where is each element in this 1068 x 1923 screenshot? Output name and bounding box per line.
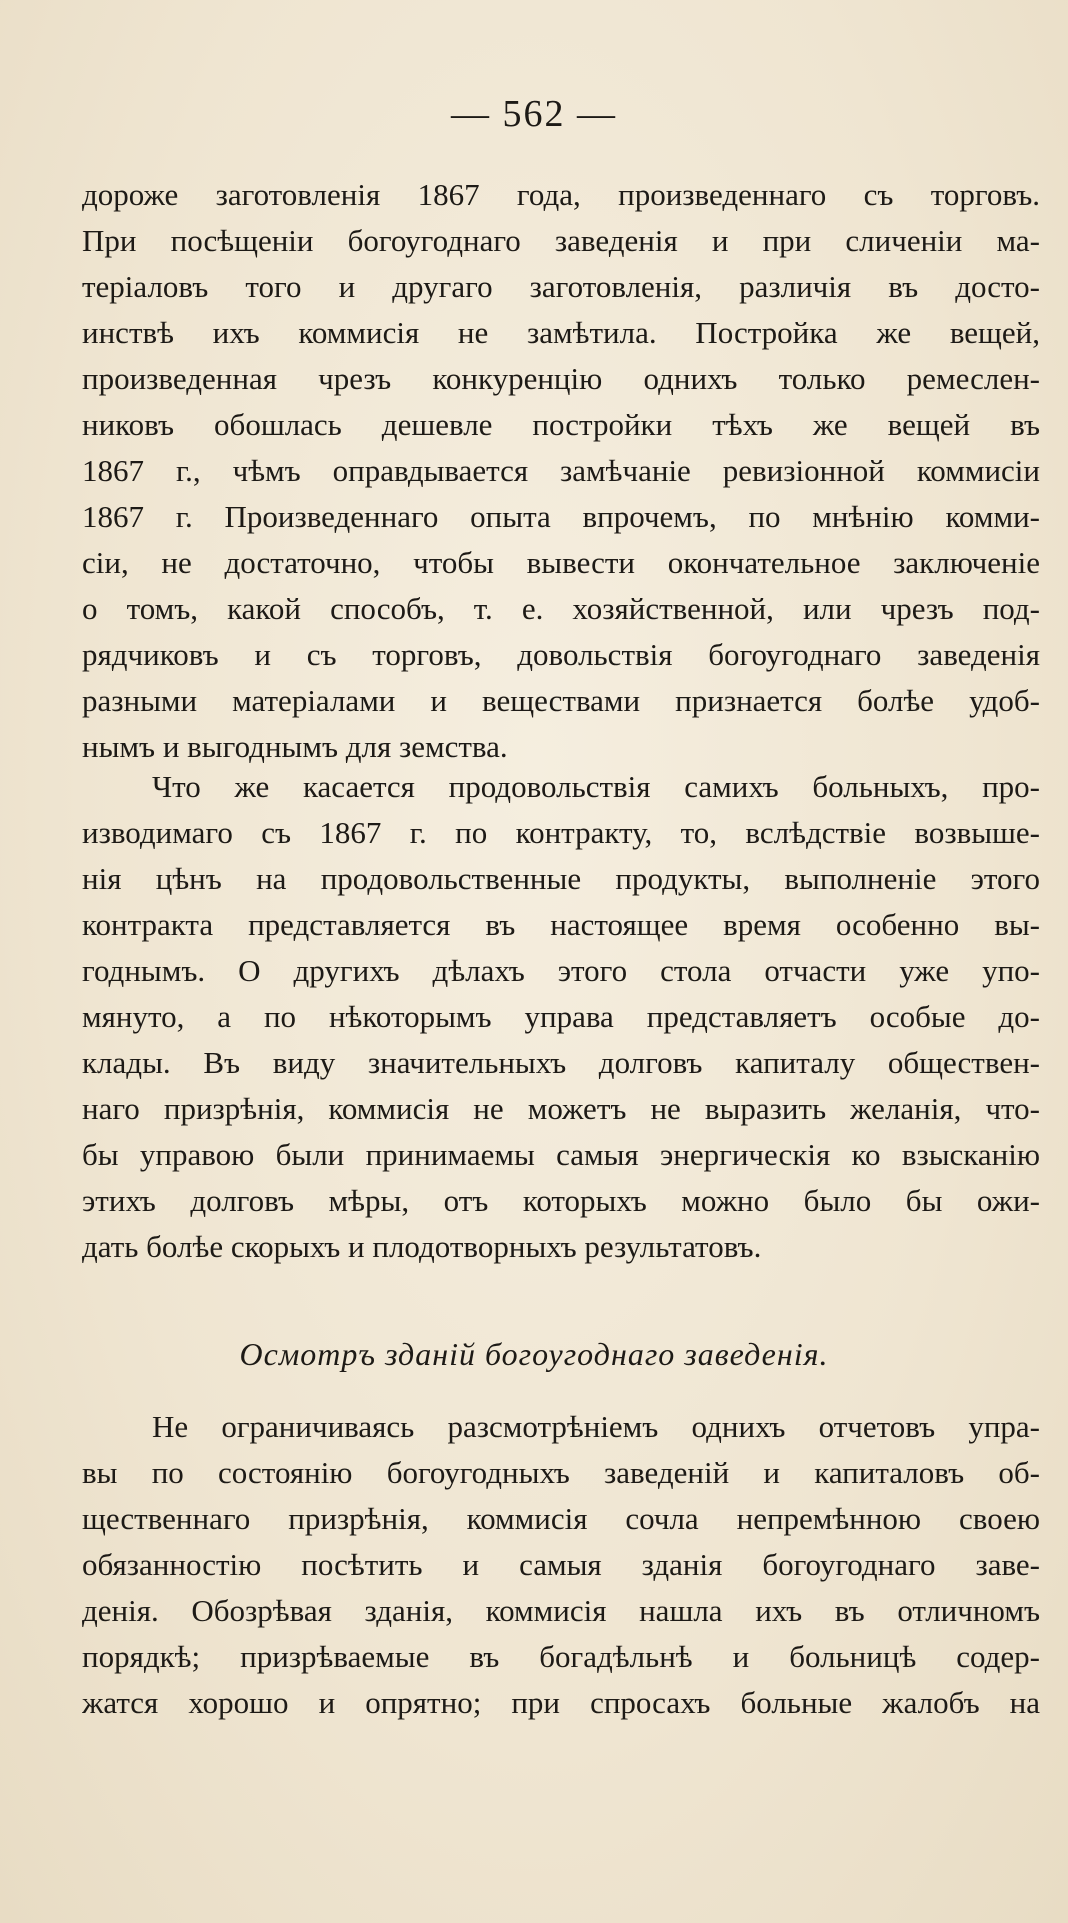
text-line: разными матеріалами и веществами признается болѣе удоб- xyxy=(82,683,1040,718)
text-line: 1867 г. Произведеннаго опыта впрочемъ, по мнѣнію комми- xyxy=(82,499,1040,534)
text-line: порядкѣ; призрѣваемые въ богадѣльнѣ и больницѣ содер- xyxy=(82,1639,1040,1674)
text-line: рядчиковъ и съ торговъ, довольствія богоугоднаго заведенія xyxy=(82,637,1040,672)
text-line: теріаловъ того и другаго заготовленія, различія въ досто- xyxy=(82,269,1040,304)
text-line: При посѣщеніи богоугоднаго заведенія и при сличеніи ма- xyxy=(82,223,1040,258)
text-line: 1867 г., чѣмъ оправдывается замѣчаніе ревизіонной коммисіи xyxy=(82,453,1040,488)
paragraph-1 xyxy=(82,172,1040,770)
text-line: наго призрѣнія, коммисія не можетъ не выразить желанія, что- xyxy=(82,1091,1040,1126)
text-line: о томъ, какой способъ, т. е. хозяйственной, или чрезъ под- xyxy=(82,591,1040,626)
text-line: дать болѣе скорыхъ и плодотворныхъ результатовъ. xyxy=(82,1229,762,1264)
text-line: изводимаго съ 1867 г. по контракту, то, вслѣдствіе возвыше- xyxy=(82,815,1040,850)
text-line: этихъ долговъ мѣры, отъ которыхъ можно было бы ожи- xyxy=(82,1183,1040,1218)
text-line: Что же касается продовольствія самихъ больныхъ, про- xyxy=(152,769,1040,804)
section-heading: Осмотръ зданій богоугоднаго заведенія. xyxy=(239,1336,829,1372)
paragraph-3 xyxy=(82,1404,1040,1726)
text-line: жатся хорошо и опрятно; при спросахъ больные жалобъ на xyxy=(82,1685,1040,1720)
text-line: инствѣ ихъ коммисія не замѣтила. Постройка же вещей, xyxy=(82,315,1040,350)
text-line: Не ограничиваясь разсмотрѣніемъ однихъ отчетовъ упра- xyxy=(152,1409,1040,1444)
page-number: — 562 — xyxy=(451,93,617,135)
text-line: обязанностію посѣтить и самыя зданія богоугоднаго заве- xyxy=(82,1547,1040,1582)
text-line: произведенная чрезъ конкуренцію однихъ только ремеслен- xyxy=(82,361,1040,396)
text-line: дороже заготовленія 1867 года, произведеннаго съ торговъ. xyxy=(82,177,1040,212)
text-line: сіи, не достаточно, чтобы вывести окончательное заключеніе xyxy=(82,545,1040,580)
text-line: никовъ обошлась дешевле постройки тѣхъ же вещей въ xyxy=(82,407,1040,442)
text-line: годнымъ. О другихъ дѣлахъ этого стола отчасти уже упо- xyxy=(82,953,1040,988)
text-line: нымъ и выгоднымъ для земства. xyxy=(82,729,508,764)
paragraph-2 xyxy=(82,764,1040,1270)
text-line: щественнаго призрѣнія, коммисія сочла непремѣнною своею xyxy=(82,1501,1040,1536)
text-line: бы управою были принимаемы самыя энергическія ко взысканію xyxy=(82,1137,1040,1172)
text-line: клады. Въ виду значительныхъ долговъ капиталу обществен- xyxy=(82,1045,1040,1080)
text-line: нія цѣнъ на продовольственные продукты, выполненіе этого xyxy=(82,861,1040,896)
text-line: контракта представляется въ настоящее время особенно вы- xyxy=(82,907,1040,942)
text-line: мянуто, а по нѣкоторымъ управа представляетъ особые до- xyxy=(82,999,1040,1034)
text-line: вы по состоянію богоугодныхъ заведеній и капиталовъ об- xyxy=(82,1455,1040,1490)
text-line: денія. Обозрѣвая зданія, коммисія нашла ихъ въ отличномъ xyxy=(82,1593,1040,1628)
